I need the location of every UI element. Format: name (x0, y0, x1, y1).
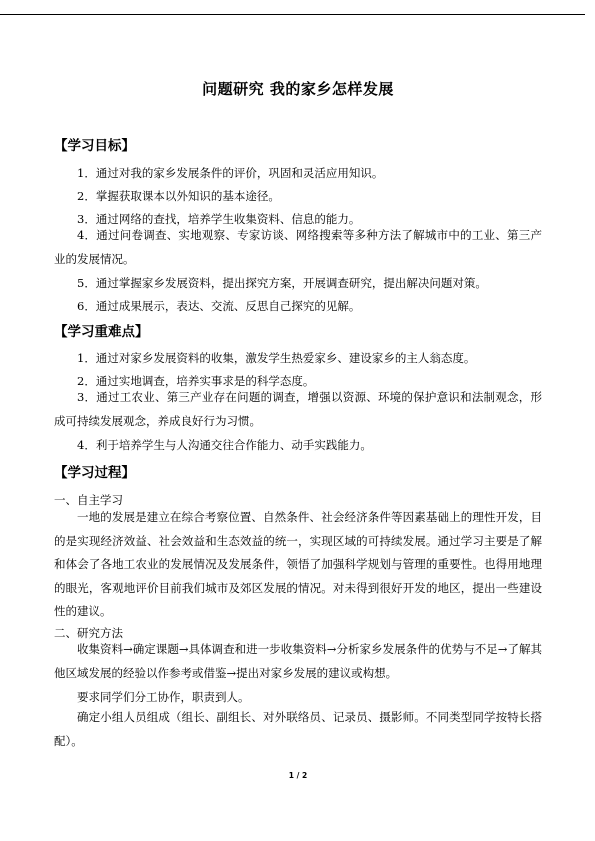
subsection-title: 二、研究方法 (54, 626, 123, 640)
header-rule (0, 14, 585, 15)
method-paragraph: 要求同学们分工协作，职责到人。 (77, 690, 250, 704)
goal-item: 4．通过问卷调查、实地观察、专家访谈、网络搜索等多种方法了解城市中的工业、第三产业的发展情况。 (54, 228, 542, 266)
self-study-paragraph: 一地的发展是建立在综合考察位置、自然条件、社会经济条件等因素基础上的理性开发，目的是实现经济效益、社会效益和生态效益的统一，实现区域的可持续发展。通过学习主要是了解和体会了各地工农业的发展情况及发展条件，领悟了加强科学规划与管理的重要性。也得用地理的眼光，客观地评价目前我们城市及郊区发展的情况。对未得到很好开发的地区，提出一些建设性的建议。 (54, 510, 542, 618)
section-heading-process: 【学习过程】 (54, 465, 135, 481)
method-paragraph: 收集资料→确定课题→具体调查和进一步收集资料→分析家乡发展条件的优势与不足→了解其他区域发展的经验以作参考或借鉴→提出对家乡发展的建议或构想。 (54, 642, 542, 680)
key-point-item: 4．利于培养学生与人沟通交往合作能力、动手实践能力。 (77, 438, 372, 452)
subsection-title: 一、自主学习 (54, 493, 123, 507)
section-heading-key-points: 【学习重难点】 (54, 324, 149, 340)
goal-item: 6．通过成果展示，表达、交流、反思自己探究的见解。 (77, 299, 361, 313)
page-number: 1 / 2 (288, 771, 308, 780)
section-heading-goals: 【学习目标】 (54, 138, 135, 154)
goal-item: 3．通过网络的查找，培养学生收集资料、信息的能力。 (77, 212, 361, 226)
goal-item: 5．通过掌握家乡发展资料，提出探究方案，开展调查研究，提出解决问题对策。 (77, 276, 487, 290)
method-paragraph: 确定小组人员组成（组长、副组长、对外联络员、记录员、摄影师。不同类型同学按特长搭配）。 (54, 710, 542, 748)
key-point-item: 2．通过实地调查，培养实事求是的科学态度。 (77, 374, 315, 388)
goal-item: 2．掌握获取课本以外知识的基本途径。 (77, 189, 280, 203)
key-point-item: 1．通过对家乡发展资料的收集，激发学生热爱家乡、建设家乡的主人翁态度。 (77, 351, 476, 365)
key-point-item: 3．通过工农业、第三产业存在问题的调查，增强以资源、环境的保护意识和法制观念，形成可持续发展观念，养成良好行为习惯。 (54, 390, 542, 428)
goal-item: 1．通过对我的家乡发展条件的评价，巩固和灵活应用知识。 (77, 166, 384, 180)
document-title: 问题研究 我的家乡怎样发展 (202, 80, 394, 98)
